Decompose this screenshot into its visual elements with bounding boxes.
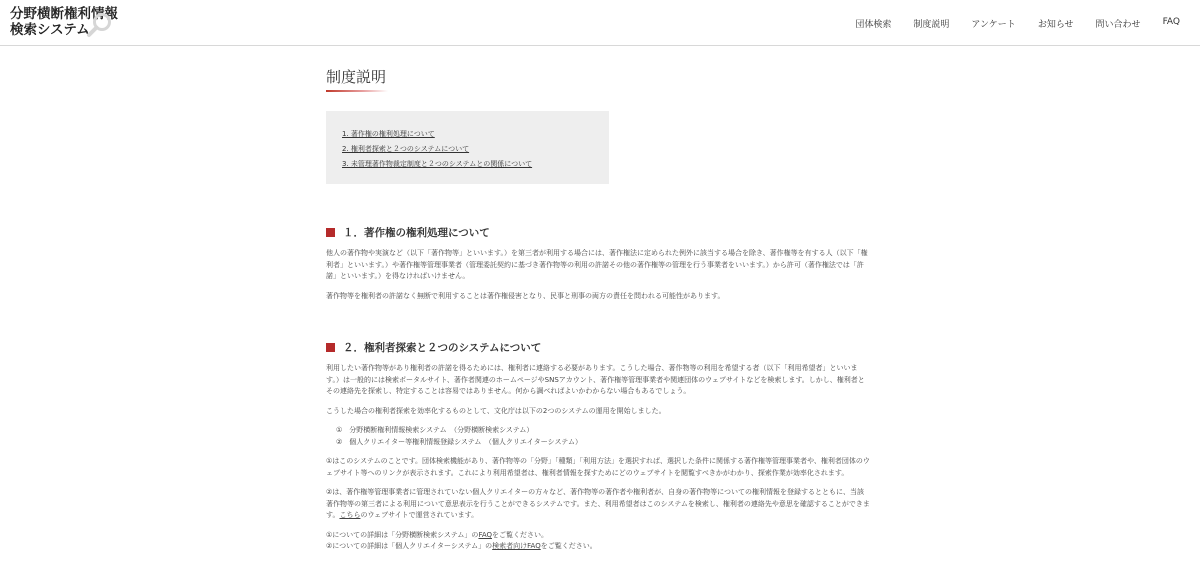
section-1-heading: １．著作権の権利処理について (343, 227, 490, 239)
section-1-paragraph-1: 他人の著作物や実演など（以下「著作物等」といいます。）を第三者が利用する場合には、著作権法に定められた例外に該当する場合を除き、著作権等を有する人（以下「権利者」といいます。）や著作権等管理事業者（管理委託契約に基づき著作物等の利用の許諾その他の著作権等の管理を行う事業者をいいます。）から許可（著作権法では「許諾」といいます。）を得なければいけません。 (326, 249, 868, 280)
nav-survey[interactable]: アンケート (971, 20, 1016, 30)
section-2-paragraph-3: ①はこのシステムのことです。団体検索機能があり、著作物等の「分野」「種類」「利用方法」を選択すれば、選択した条件に関係する著作権等管理事業者や、権利者団体のウェブサイト等へのリンクが表示されます。これにより利用希望者は、権利者情報を探すためにどのウェブサイトを閲覧すべきかがわかり、探索作業が効率化されます。 (326, 457, 870, 477)
site-link[interactable]: こちら (339, 511, 361, 519)
nav-faq[interactable]: FAQ (1162, 17, 1180, 27)
list-item: ② 個人クリエイター等権利情報登録システム （個人クリエイターシステム） (336, 438, 582, 446)
faq-note-1 (326, 530, 870, 542)
note-text: ①についての詳細は「分野横断検索システム」の (326, 530, 479, 539)
nav-group-search[interactable]: 団体検索 (855, 20, 892, 30)
section-2-paragraph-1: 利用したい著作物等があり権利者の許諾を得るためには、権利者に連絡する必要があります。こうした場合、著作物等の利用を希望する者（以下「利用希望者」といいます。）は一般的には検索ポータルサイト、著作者関連のホームページやSNSアカウント、著作権等管理事業者や関連団体のウェブサイトなどを検索します。しかし、権利者とその連絡先を探索し、特定することは容易ではありません。何から調べればよいかわからない場合もあるでしょう。 (326, 364, 865, 395)
title-underline (326, 90, 388, 92)
section-2-paragraph-4 (326, 487, 870, 522)
toc-link-2[interactable]: 2. 権利者探索と２つのシステムについて (342, 145, 470, 153)
page-title: 制度説明 (326, 68, 387, 86)
system-list (336, 424, 870, 448)
nav-news[interactable]: お知らせ (1037, 20, 1074, 30)
table-of-contents (326, 111, 609, 184)
section-1-paragraph-2: 著作物等を権利者の許諾なく無断で利用することは著作権侵害となり、民事と刑事の両方の責任を問われる可能性があります。 (326, 291, 725, 300)
paragraph-text: ②は、著作権等管理事業者に管理されていない個人クリエイターの方々など、著作物等の著作者や権利者が、自身の著作物等についての権利情報を登録するとともに、当該著作物等の第三者による利用について意思表示を行うことができるシステムです。また、利用希望者はこのシステムを検索し、権利者の連絡先や意思を確認することができます。 (326, 488, 870, 519)
section-1-header (326, 225, 870, 240)
searcher-faq-link[interactable]: 検索者向けFAQ (492, 542, 541, 550)
toc-link-1[interactable]: 1. 著作権の権利処理について (342, 130, 435, 138)
main-content (326, 66, 870, 553)
section-marker-icon (326, 343, 335, 352)
logo-line-2: 検索システム (10, 22, 90, 38)
section-marker-icon (326, 228, 335, 237)
list-item: ① 分野横断権利情報検索システム （分野横断検索システム） (336, 426, 534, 434)
magnifier-icon (86, 12, 114, 40)
faq-note-2 (326, 541, 870, 553)
note-text: をご覧ください。 (492, 530, 548, 539)
toc-link-3[interactable]: 3. 未管理著作物裁定制度と２つのシステムとの関係について (342, 160, 533, 168)
note-text: をご覧ください。 (540, 542, 597, 550)
nav-system-explanation[interactable]: 制度説明 (913, 20, 950, 30)
section-2-paragraph-2: こうした場合の権利者探索を効率化するものとして、文化庁は以下の2つのシステムの運用を開始しました。 (326, 406, 666, 415)
paragraph-text: のウェブサイトで運営されています。 (360, 511, 479, 519)
logo-line-1: 分野横断権利情報 (10, 6, 118, 22)
section-2-header (326, 340, 870, 355)
global-nav (833, 17, 1180, 30)
faq-link[interactable]: FAQ (478, 530, 492, 539)
site-header (0, 0, 1200, 46)
note-text: ②についての詳細は「個人クリエイターシステム」の (326, 542, 493, 550)
section-2-heading: ２．権利者探索と２つのシステムについて (343, 342, 542, 354)
nav-contact[interactable]: 問い合わせ (1095, 20, 1141, 30)
